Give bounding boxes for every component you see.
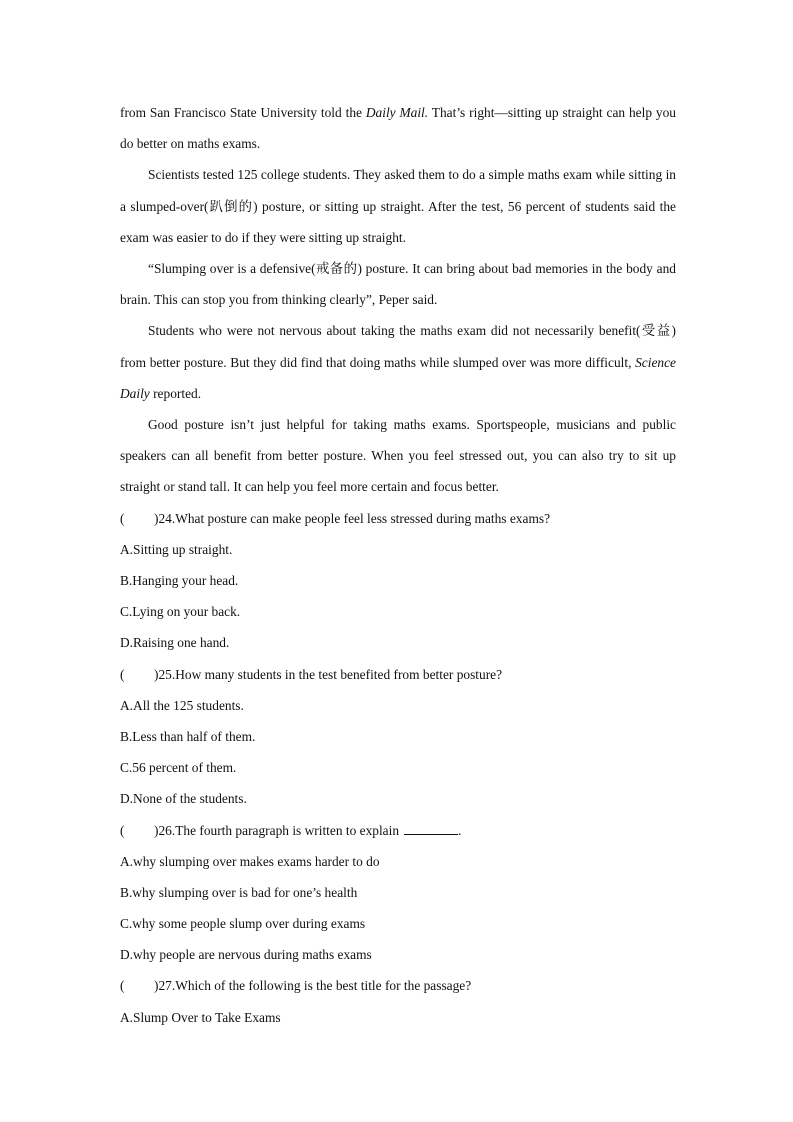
- option-a: A.Slump Over to Take Exams: [120, 1009, 281, 1025]
- option-b: B.why slumping over is bad for one’s health: [120, 884, 358, 900]
- option-a: A.Sitting up straight.: [120, 541, 233, 557]
- source-name: Science Daily: [120, 354, 676, 401]
- option-c: C.why some people slump over during exams: [120, 916, 366, 932]
- question-stem: )25.How many students in the test benefited from better posture?: [154, 666, 503, 682]
- question-stem: )27.Which of the following is the best title for the passage?: [154, 978, 472, 994]
- paragraph-quote: “Slumping over is a defensive(戒备的) posture. It can bring about bad memories in the body and brain. This can stop you from thinking clearly”, Peper said.: [120, 261, 676, 308]
- option-a: A.All the 125 students.: [120, 697, 244, 713]
- paragraph-benefit: [120, 315, 676, 409]
- answer-bracket[interactable]: (: [120, 666, 125, 682]
- option-c: C.56 percent of them.: [120, 760, 237, 776]
- question-27: [120, 970, 676, 1001]
- source-name: Daily Mail.: [365, 105, 429, 120]
- answer-bracket[interactable]: (: [120, 822, 125, 838]
- option-a: A.why slumping over makes exams harder to do: [120, 853, 380, 869]
- question-26: [120, 815, 676, 846]
- question-25: [120, 659, 676, 690]
- paragraph-continued: [120, 97, 676, 159]
- option-c: C.Lying on your back.: [120, 604, 241, 620]
- answer-bracket[interactable]: (: [120, 510, 125, 526]
- option-d: D.None of the students.: [120, 791, 247, 807]
- paragraph-text: Students who were not nervous about taking the maths exam did not necessarily benefit(受益) from better posture. But they did find that doing maths while slumped over was more difficult,: [120, 323, 676, 370]
- paragraph-text: from San Francisco State University told the: [120, 105, 366, 120]
- paragraph-study: Scientists tested 125 college students. They asked them to do a simple maths exam while sitting in a slumped-over(趴倒的) posture, or sitting up straight. After the test, 56 percent of students said the exam was easier to do if they were sitting up straight.: [120, 167, 676, 245]
- question-24: [120, 503, 676, 534]
- option-b: B.Hanging your head.: [120, 573, 239, 589]
- answer-bracket[interactable]: (: [120, 978, 125, 994]
- question-stem: )24.What posture can make people feel less stressed during maths exams?: [154, 510, 551, 526]
- paragraph-text: That’s right—sitting up straight can help you do better on maths exams.: [120, 105, 676, 152]
- paragraph-text: reported.: [149, 385, 202, 401]
- reading-passage: [120, 97, 676, 1033]
- paragraph-conclusion: Good posture isn’t just helpful for taking maths exams. Sportspeople, musicians and public speakers can all benefit from better posture. When you feel stressed out, you can also try to sit up straight or stand tall. It can help you feel more certain and focus better.: [120, 417, 676, 495]
- answer-blank[interactable]: [404, 824, 458, 835]
- option-d: D.Raising one hand.: [120, 635, 230, 651]
- option-b: B.Less than half of them.: [120, 728, 256, 744]
- option-d: D.why people are nervous during maths exams: [120, 947, 372, 963]
- question-stem: )26.The fourth paragraph is written to explain: [154, 822, 400, 838]
- question-stem-end: .: [458, 822, 462, 838]
